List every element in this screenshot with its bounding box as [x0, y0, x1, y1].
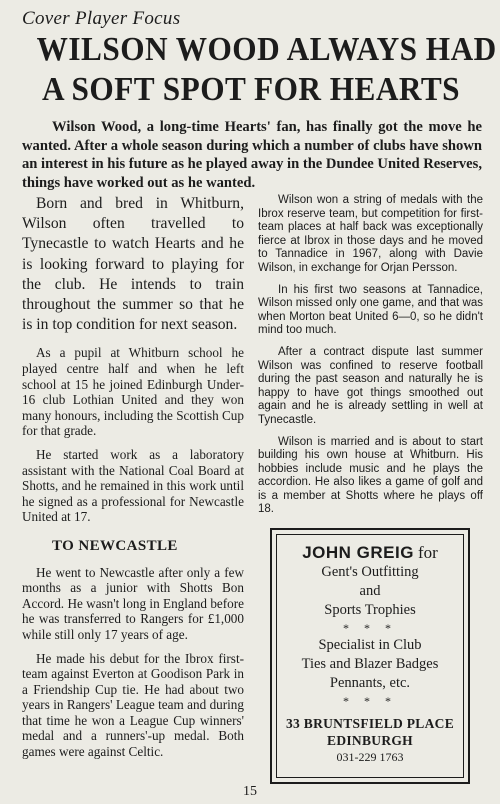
right-paragraph-3: After a contract dispute last summer Wilson was confined to reserve football during the past season and naturally he is happy to have got things smoothed out again and he is already settling in well at Tynecastle. [258, 345, 483, 426]
standfirst: Wilson Wood, a long-time Hearts' fan, has finally got the move he wanted. After a whole season during which a number of clubs have shown an interest in his future as he played away in the Dundee United Reserves, things have worked out as he wanted. [22, 119, 482, 191]
left-paragraph-2: As a pupil at Whitburn school he played centre half and when he left school at 15 he joined Edinburgh Under-16 club Lothian United and they won many honours, including the Scottish Cup for that grade. [22, 345, 244, 439]
right-paragraph-4: Wilson is married and is about to start building his own house at Whitburn. His hobbies include music and he plays the accordion. He also likes a game of golf and is a member at Shotts where he plays off 18. [258, 435, 483, 516]
advert-stars-1: * * * [343, 621, 397, 635]
section-kicker: Cover Player Focus [22, 8, 181, 29]
right-paragraph-2: In his first two seasons at Tannadice, Wilson missed only one game, and that was when Morton beat United 6—0, so he didn't mind too much. [258, 283, 483, 337]
advert-line-5: Ties and Blazer Badges [301, 656, 439, 672]
right-column [258, 194, 483, 525]
advert-address-1: 33 BRUNTSFIELD PLACE [285, 716, 455, 731]
advert-for: for [417, 543, 438, 562]
advert-address-2: EDINBURGH [327, 733, 413, 748]
advert-line-1: Gent's Outfitting [321, 564, 419, 580]
advert-business-name: JOHN GREIG [302, 543, 414, 562]
page-number: 15 [243, 784, 257, 799]
advert-line-2: and [359, 583, 381, 599]
right-paragraph-1: Wilson won a string of medals with the Ibrox reserve team, but competition for first-team places at half back was exceptionally fierce at Ibrox in those days and he moved to Tannadice in 1967, along with Davie Wilson, in exchange for Orjan Persson. [258, 194, 483, 274]
advertisement-box [270, 528, 470, 784]
left-paragraph-4: He went to Newcastle after only a few months as a junior with Shotts Bon Accord. He wasn't long in England before he was transferred to Rangers for £1,000 while still only 17 years of age. [22, 564, 244, 642]
headline-line-2: A SOFT SPOT FOR HEARTS [41, 71, 461, 108]
advert-stars-2: * * * [343, 694, 397, 708]
advert-phone: 031-229 1763 [336, 750, 404, 764]
left-paragraph-5: He made his debut for the Ibrox first-team against Everton at Goodison Park in a Friendship Cup tie. He had about two years in Rangers' League team and during that time he won a League Cup winners' medal and a runners'-up medal. Both games were against Celtic. [22, 650, 244, 760]
headline-line-1: WILSON WOOD ALWAYS HAD [36, 31, 497, 68]
advert-line-4: Specialist in Club [318, 637, 422, 653]
subheading: TO NEWCASTLE [52, 537, 178, 554]
left-column [22, 194, 244, 768]
headline [36, 30, 497, 110]
advert-line-3: Sports Trophies [324, 602, 416, 618]
advert-line-6: Pennants, etc. [329, 675, 411, 691]
left-paragraph-1: Born and bred in Whitburn, Wilson often travelled to Tynecastle to watch Hearts and he is looking forward to playing for the club. He intends to train throughout the summer so that he is in top condition for next season. [22, 195, 244, 334]
left-paragraph-3: He started work as a laboratory assistant with the National Coal Board at Shotts, and he remained in this work until he signed as a professional for Newcastle United at 17. [22, 446, 244, 525]
advertisement-inner [276, 534, 464, 778]
